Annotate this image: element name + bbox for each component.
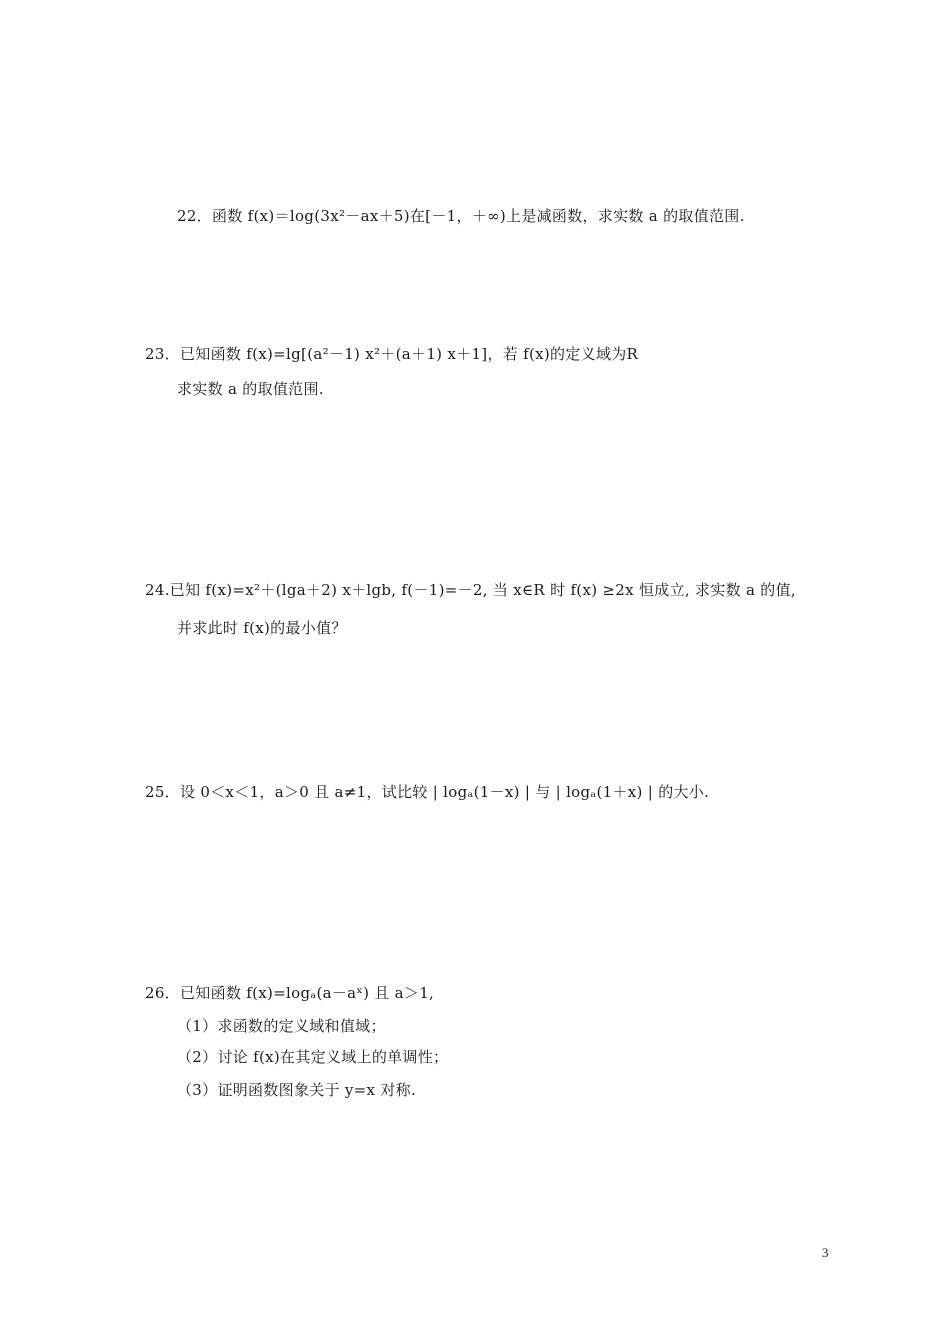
problem-23-text-1: 已知函数 f(x)=lg[(a²－1) x²＋(a＋1) x＋1]，若 f(x)的定义域为R <box>180 345 639 363</box>
problem-26-line-4 <box>177 1080 416 1100</box>
problem-26-part-3: （3）证明函数图象关于 y=x 对称. <box>177 1081 417 1099</box>
page-number: 3 <box>822 1245 829 1260</box>
problem-26-line-3 <box>177 1047 448 1067</box>
problem-23-number: 23． <box>145 345 180 363</box>
problem-26-number: 26． <box>145 984 180 1002</box>
problem-26-text-1: 已知函数 f(x)=logₐ(a－aˣ) 且 a＞1, <box>180 984 435 1002</box>
problem-23-line-1 <box>145 344 638 364</box>
problem-22-text: 函数 f(x)＝log(3x²－ax＋5)在[－1，＋∞)上是减函数，求实数 a 的取值范围. <box>212 207 745 225</box>
problem-26-part-1: （1）求函数的定义域和值域； <box>177 1017 386 1035</box>
problem-25-line-1 <box>145 782 709 802</box>
problem-26-part-2: （2）讨论 f(x)在其定义域上的单调性； <box>177 1048 449 1066</box>
problem-24-text-2: 并求此时 f(x)的最小值？ <box>177 619 347 637</box>
problem-23-line-2 <box>177 379 324 399</box>
problem-26-line-1 <box>145 983 434 1003</box>
problem-24-number: 24. <box>145 581 170 599</box>
problem-25-number: 25． <box>145 783 180 801</box>
problem-22-line-1 <box>177 206 745 226</box>
problem-24-line-1 <box>145 580 796 600</box>
problem-24-line-2 <box>177 618 347 638</box>
problem-26-line-2 <box>177 1016 386 1036</box>
problem-23-text-2: 求实数 a 的取值范围. <box>177 380 324 398</box>
problem-24-text-1: 已知 f(x)=x²＋(lga＋2) x＋lgb, f(－1)=－2, 当 x∈R 时 f(x) ≥2x 恒成立, 求实数 a 的值, <box>169 581 796 599</box>
problem-22-number: 22． <box>177 207 212 225</box>
problem-25-text: 设 0＜x＜1，a＞0 且 a≠1，试比较 | logₐ(1－x) | 与 | logₐ(1＋x) | 的大小. <box>180 783 710 801</box>
